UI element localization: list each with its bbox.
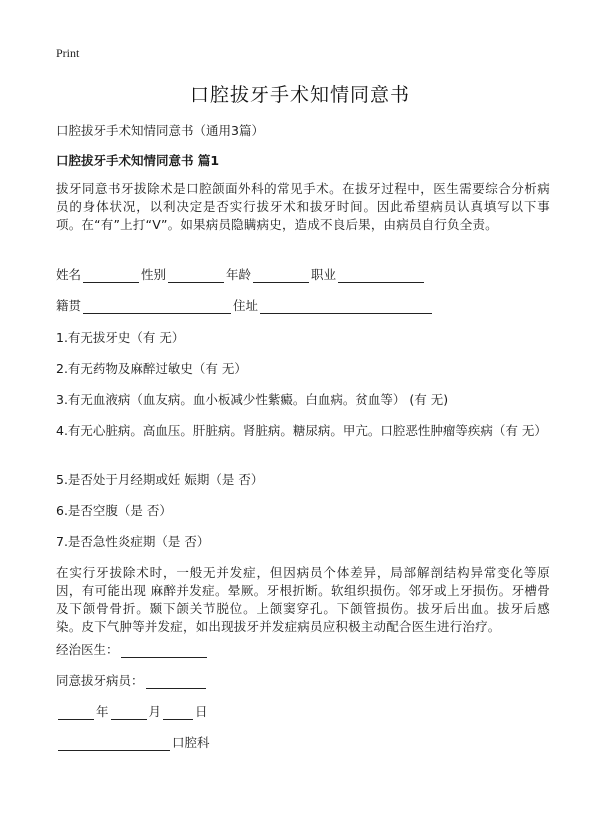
origin-blank[interactable] — [83, 299, 231, 314]
print-link[interactable]: Print — [56, 46, 80, 60]
occupation-blank[interactable] — [338, 268, 424, 283]
month-label: 月 — [148, 704, 162, 719]
day-blank[interactable] — [163, 705, 193, 720]
patient-signature-blank[interactable] — [146, 674, 206, 689]
section-heading: 口腔拔牙手术知情同意书 篇1 — [56, 153, 220, 168]
year-label: 年 — [96, 704, 109, 719]
patient-signature-row — [56, 671, 208, 689]
doctor-label: 经治医生： — [56, 642, 119, 657]
department-blank[interactable] — [58, 736, 170, 751]
history-item: 3.有无血液病（血友病。血小板减少性紫癜。白血病。贫血等） (有 无) — [56, 392, 449, 407]
age-label: 年龄 — [226, 267, 252, 282]
patient-info-row-2 — [56, 296, 434, 314]
doctor-signature-blank[interactable] — [121, 643, 207, 658]
name-blank[interactable] — [83, 268, 139, 283]
intro-paragraph: 拔牙同意书牙拔除术是口腔颌面外科的常见手术。在拔牙过程中，医生需要综合分析病员的身体状况，以利决定是否实行拔牙术和拔牙时间。因此希望病员认真填写以下事项。在“有”上打“V”。如果病员隐瞒病史，造成不良后果，由病员自行负全责。 — [56, 181, 550, 232]
age-blank[interactable] — [253, 268, 309, 283]
origin-label: 籍贯 — [56, 298, 82, 313]
history-item: 2.有无药物及麻醉过敏史（有 无） — [56, 361, 247, 376]
history-item: 4.有无心脏病。高血压。肝脏病。肾脏病。糖尿病。甲亢。口腔恶性肿瘤等疾病（有 无） — [56, 423, 547, 438]
department-row — [56, 733, 210, 751]
history-item: 7.是否急性炎症期（是 否） — [56, 534, 210, 549]
day-label: 日 — [195, 704, 208, 719]
history-item: 5.是否处于月经期或妊 娠期（是 否） — [56, 472, 264, 487]
name-label: 姓名 — [56, 267, 82, 282]
history-item: 6.是否空腹（是 否） — [56, 503, 172, 518]
date-row — [56, 702, 208, 720]
risk-paragraph: 在实行牙拔除术时，一般无并发症，但因病员个体差异，局部解剖结构异常变化等原因，有可能出现 麻醉并发症。晕厥。牙根折断。软组织损伤。邻牙或上牙损伤。牙槽骨及下颌骨骨折。颞下颌关节脱位。上颌窦穿孔。下颌管损伤。拔牙后出血。拔牙后感染。皮下气肿等并发症，如出现拔牙并发症病员应积极主动配合医生进行治疗。 — [56, 565, 550, 634]
patient-consent-label: 同意拔牙病员： — [56, 673, 144, 688]
address-blank[interactable] — [260, 299, 432, 314]
document-subtitle: 口腔拔牙手术知情同意书（通用3篇） — [56, 123, 264, 138]
month-blank[interactable] — [111, 705, 147, 720]
gender-label: 性别 — [141, 267, 167, 282]
history-item: 1.有无拔牙史（有 无） — [56, 330, 185, 345]
patient-info-row-1 — [56, 265, 426, 283]
doctor-signature-row — [56, 640, 209, 658]
year-blank[interactable] — [58, 705, 94, 720]
address-label: 住址 — [233, 298, 259, 313]
document-title: 口腔拔牙手术知情同意书 — [189, 84, 410, 106]
department-label: 口腔科 — [172, 735, 210, 750]
gender-blank[interactable] — [168, 268, 224, 283]
occupation-label: 职业 — [311, 267, 337, 282]
